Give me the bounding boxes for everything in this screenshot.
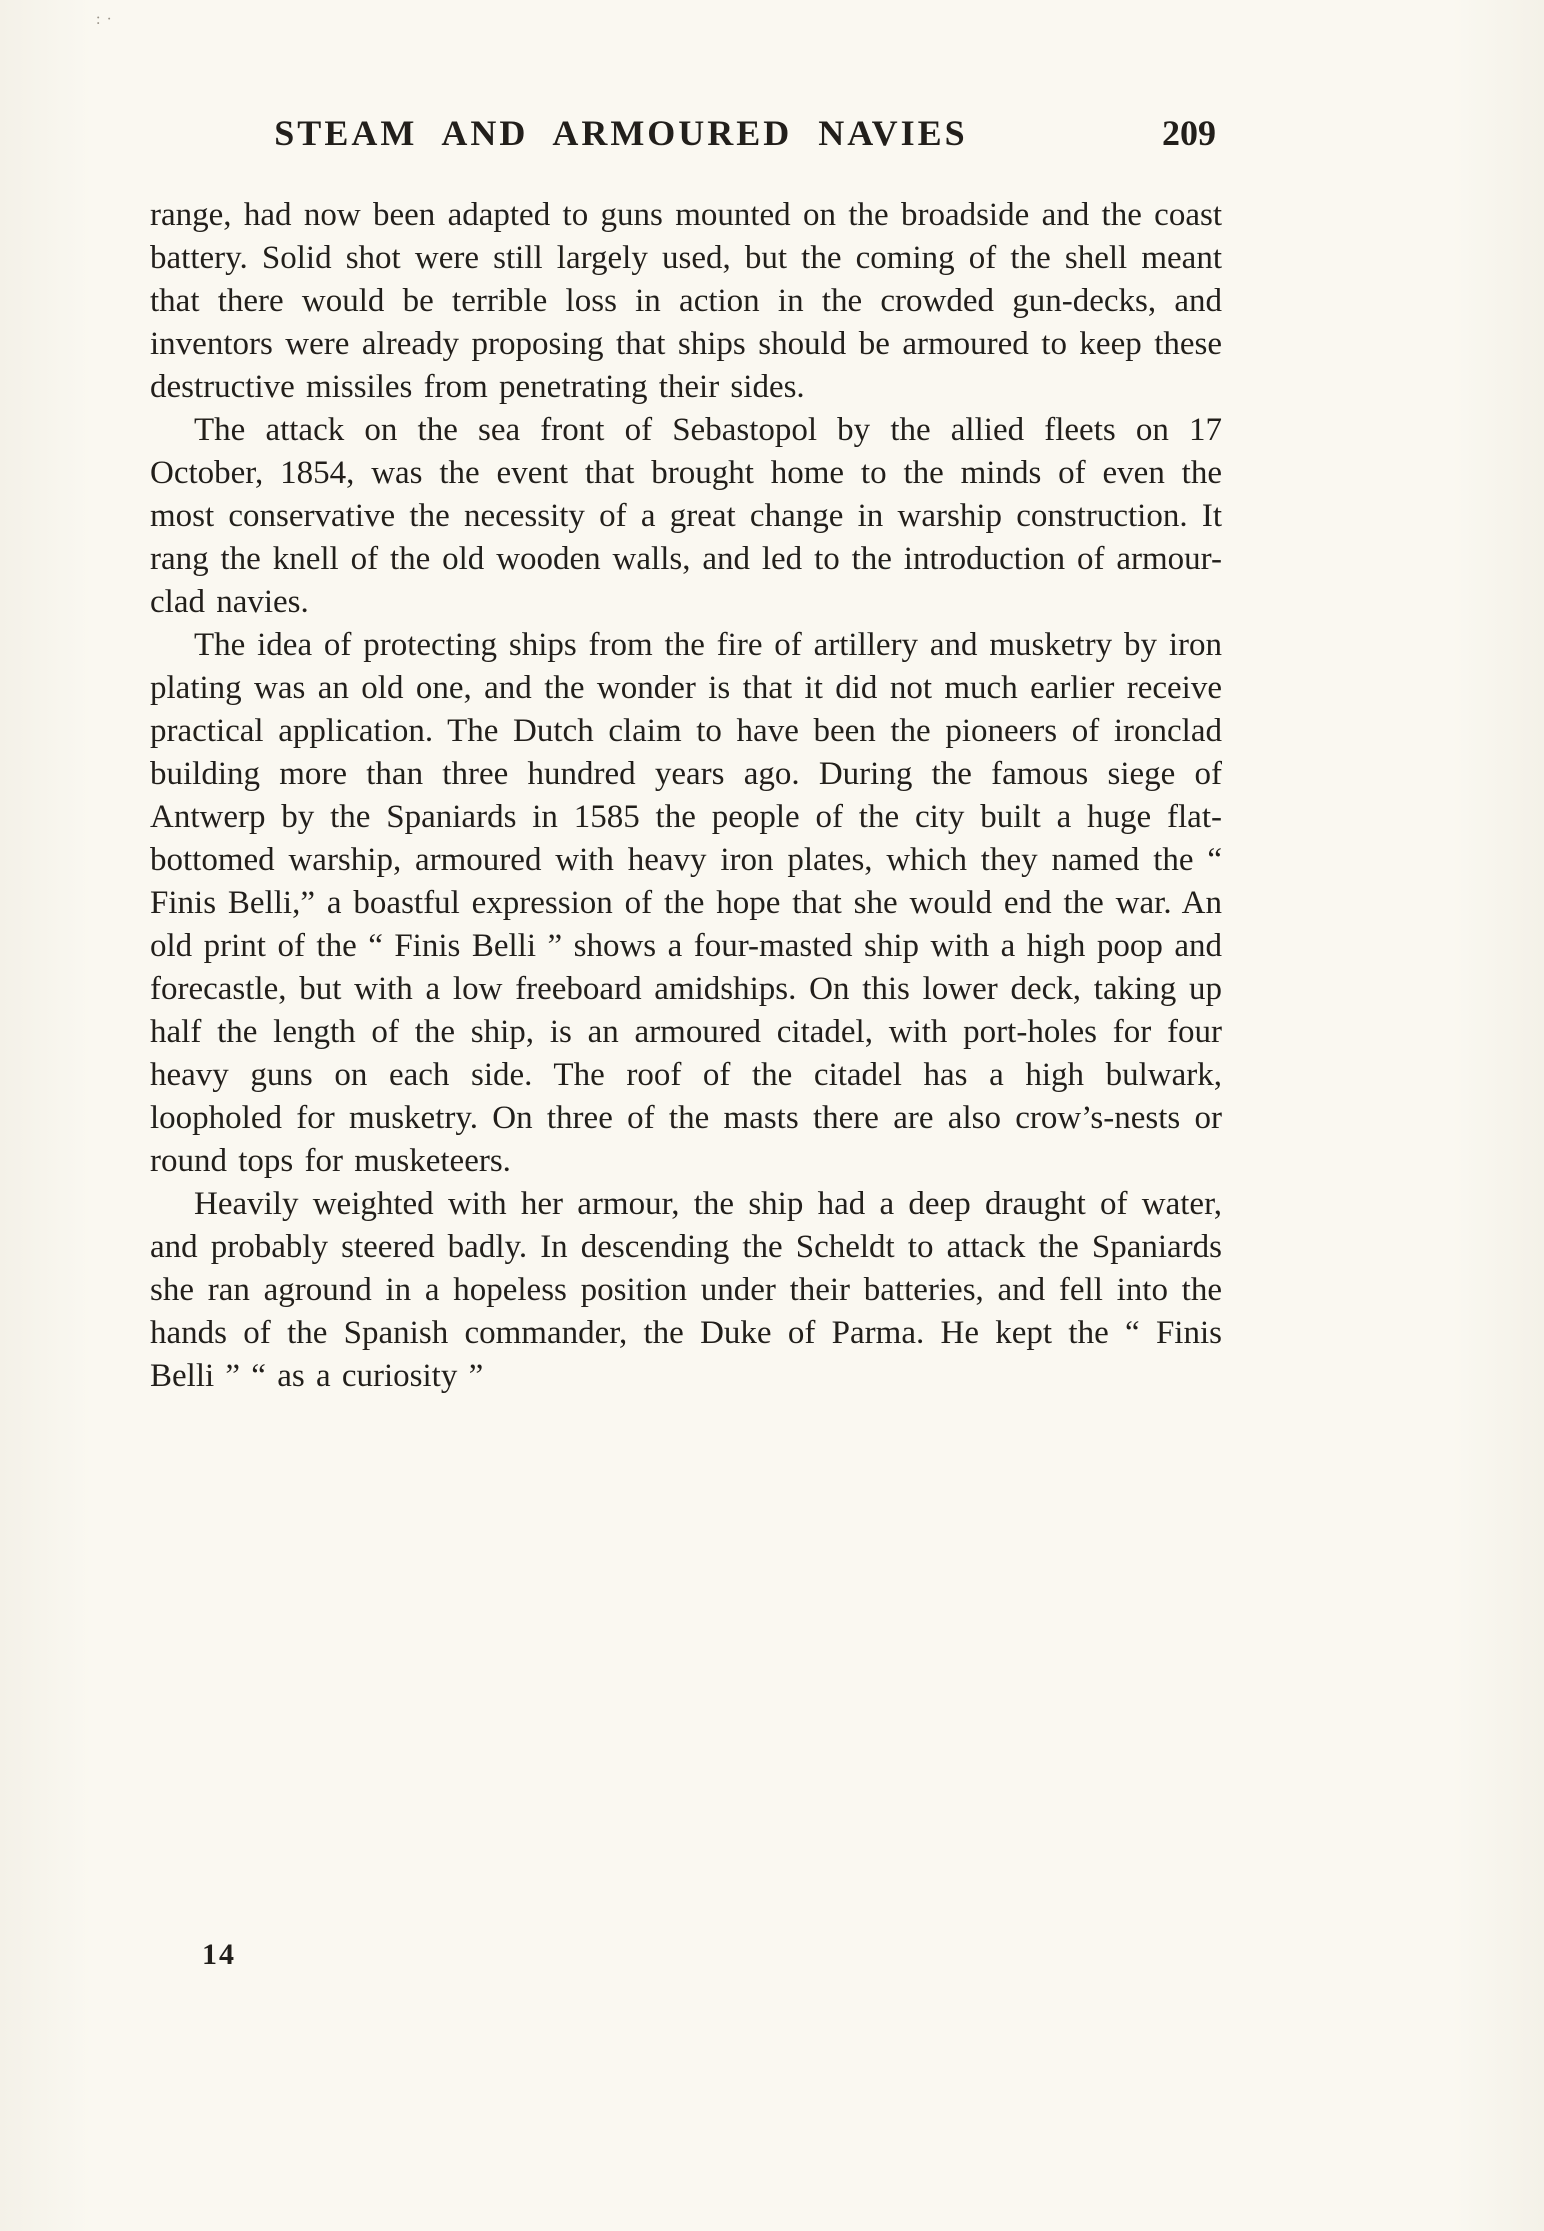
- paragraph: Heavily weighted with her armour, the ship had a deep draught of water, and probably steered badly. In descending the Scheldt to attack the Spaniards she ran aground in a hopeless position under their batteries, and fell into the hands of the Spanish commander, the Duke of Parma. He kept the “ Finis Belli ” “ as a curiosity ”: [150, 1186, 1222, 1394]
- signature-mark: 14: [202, 1938, 236, 1971]
- paragraph-continuation: range, had now been adapted to guns mounted on the broadside and the coast battery. Solid shot were still largely used, but the coming of the shell meant that there would be terrible loss in action in the crowded gun-decks, and inventors were already proposing that ships should be armoured to keep these destructive missiles from penetrating their sides.: [150, 197, 1222, 405]
- page-header: [150, 112, 1222, 164]
- page-number: 209: [1162, 113, 1216, 153]
- body-text: [150, 194, 1222, 1398]
- scan-speck: : ·: [96, 11, 113, 28]
- running-title: STEAM AND ARMOURED NAVIES: [274, 113, 968, 153]
- paragraph: The attack on the sea front of Sebastopol by the allied fleets on 17 October, 1854, was the event that brought home to the minds of even the most conservative the necessity of a great change in warship construction. It rang the knell of the old wooden walls, and led to the introduction of armour-clad navies.: [150, 412, 1222, 620]
- paragraph: The idea of protecting ships from the fire of artillery and musketry by iron plating was an old one, and the wonder is that it did not much earlier receive practical application. The Dutch claim to have been the pioneers of ironclad building more than three hundred years ago. During the famous siege of Antwerp by the Spaniards in 1585 the people of the city built a huge flat-bottomed warship, armoured with heavy iron plates, which they named the “ Finis Belli,” a boastful expression of the hope that she would end the war. An old print of the “ Finis Belli ” shows a four-masted ship with a high poop and forecastle, but with a low freeboard amidships. On this lower deck, taking up half the length of the ship, is an armoured citadel, with port-holes for four heavy guns on each side. The roof of the citadel has a high bulwark, loopholed for musketry. On three of the masts there are also crow’s-nests or round tops for musketeers.: [150, 627, 1222, 1179]
- text-block: [150, 112, 1222, 1398]
